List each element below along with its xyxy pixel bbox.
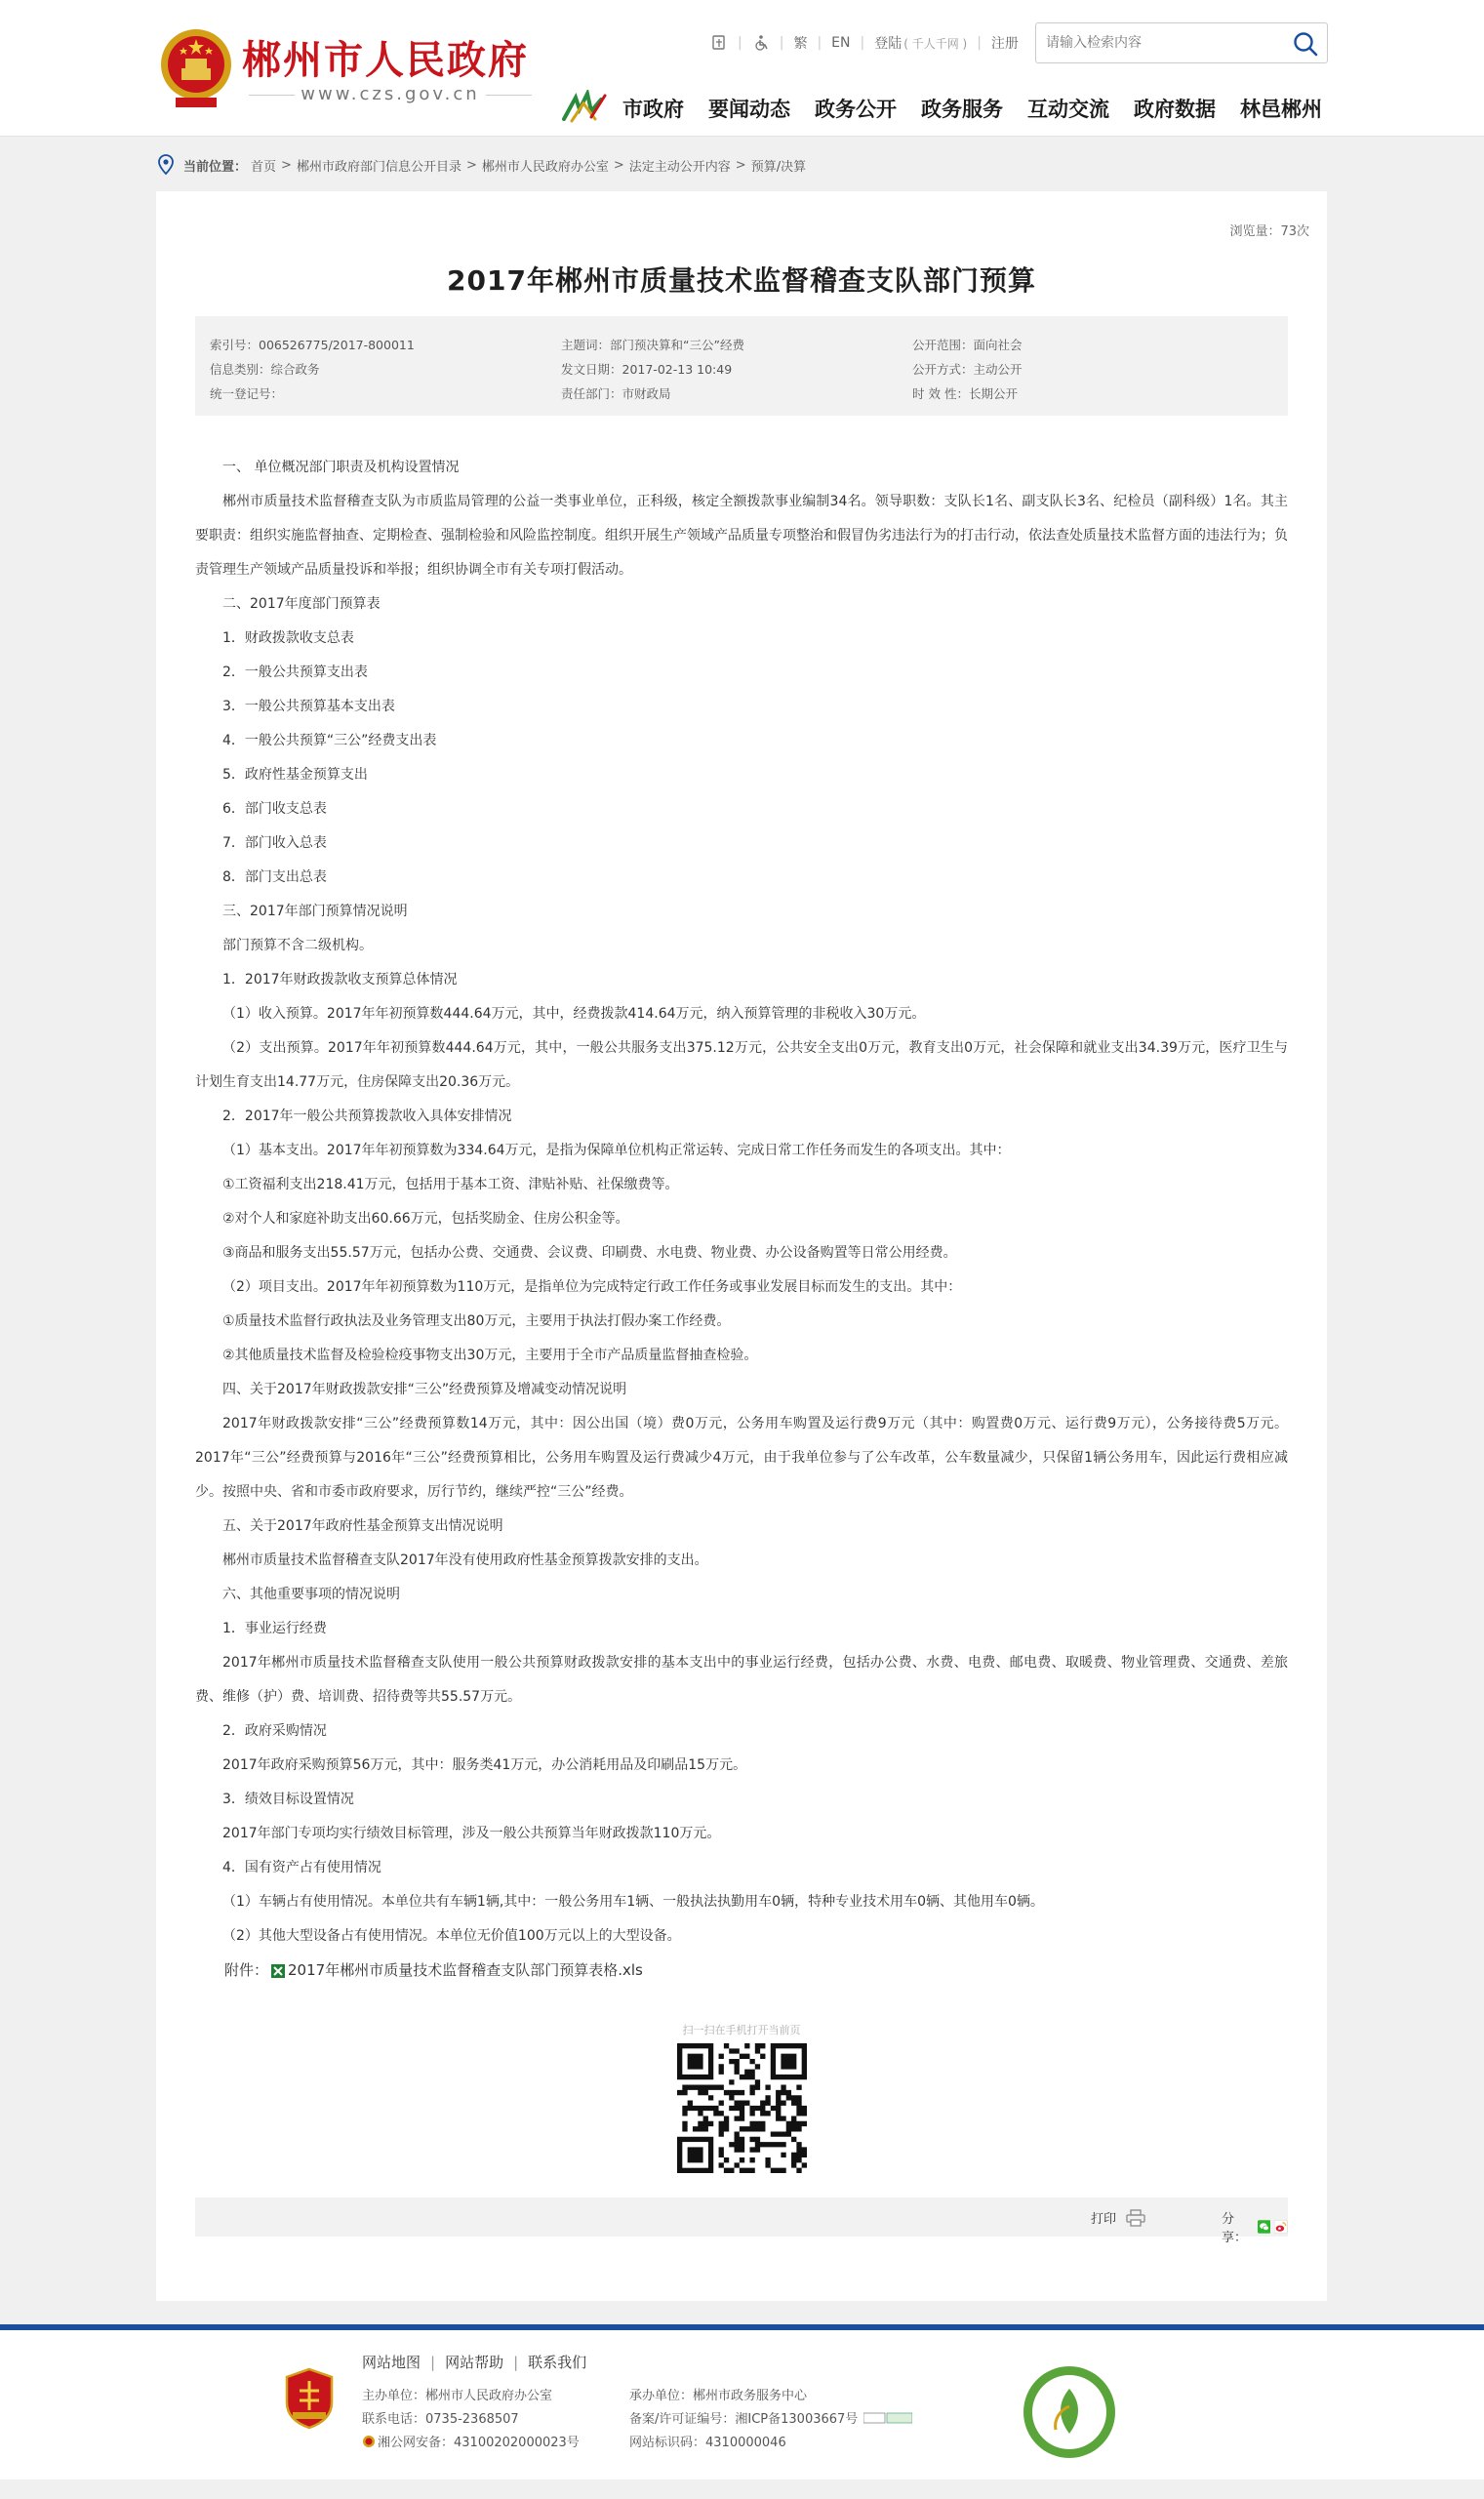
register-link[interactable]: 注册	[990, 36, 1019, 52]
city-logo-icon	[562, 90, 609, 123]
attachment-label: 附件：	[224, 1961, 269, 1979]
accessibility-icon	[710, 34, 728, 52]
meta-validity: 时 效 性：长期公开	[912, 386, 1018, 401]
nav-interaction[interactable]: 互动交流	[1027, 98, 1109, 121]
footer-host: 主办单位：郴州市人民政府办公室	[362, 2389, 553, 2403]
national-emblem-icon	[158, 25, 234, 111]
paragraph: 2017年财政拨款安排“三公”经费预算数14万元，其中：因公出国（境）费0万元，公务用车购置及运行费9万元（其中：购置费0万元、运行费9万元），公务接待费5万元。2017年“三公”经费预算与2016年“三公”经费预算相比，公务用车购置及运行费减少4万元，由于我单位参与了公车改革，公车数量减少，只保留1辆公务用车，因此运行费相应减少。按照中央、省和市委市政府要求，厉行节约，继续严控“三公”经费。	[195, 1416, 1288, 1500]
paragraph: 6．部门收支总表	[222, 801, 327, 817]
paragraph: 2017年部门专项均实行绩效目标管理，涉及一般公共预算当年财政拨款110万元。	[222, 1826, 721, 1841]
paragraph: 2017年政府采购预算56万元，其中：服务类41万元，办公消耗用品及印刷品15万元。	[222, 1757, 747, 1773]
paragraph: 2．一般公共预算支出表	[222, 665, 368, 680]
search-box	[1035, 22, 1328, 63]
wheelchair-icon	[752, 34, 770, 52]
english-link[interactable]: EN	[831, 35, 851, 51]
meta-date: 发文日期：2017-02-13 10:49	[561, 362, 733, 377]
paragraph: ②其他质量技术监督及检验检疫事物支出30万元，主要用于全市产品质量监督抽查检验。	[222, 1348, 758, 1363]
printer-icon	[1126, 2209, 1145, 2227]
footer-site-code: 网站标识码：4310000046	[629, 2436, 786, 2450]
paragraph: 1．财政拨款收支总表	[222, 630, 354, 646]
location-pin-icon	[156, 154, 176, 176]
paragraph: 部门预算不含二级机构。	[222, 938, 373, 953]
qr-code-icon	[677, 2043, 807, 2173]
share-group	[1222, 2208, 1288, 2245]
nav-news[interactable]: 要闻动态	[708, 98, 790, 121]
breadcrumb-office[interactable]: 郴州市人民政府办公室	[481, 159, 609, 175]
meta-subject: 主题词：部门预决算和“三公”经费	[561, 338, 744, 352]
nav-gov-affairs-public[interactable]: 政务公开	[815, 98, 897, 121]
footer-police[interactable]: 湘公网安备：43100202000023号	[378, 2436, 580, 2450]
top-links: | | 繁 | EN | 登陆 ( 千人千网 ) | 注册	[704, 33, 1024, 53]
meta-dept: 责任部门：市财政局	[561, 386, 671, 401]
accessibility-toggle[interactable]	[710, 34, 728, 52]
breadcrumb: 当前位置： 首页 > 郴州市政府部门信息公开目录 > 郴州市人民政府办公室 > 法定主动公开内容 > 预算/决算	[156, 154, 806, 176]
paragraph: 郴州市质量技术监督稽查支队为市质监局管理的公益一类事业单位，正科级，核定全额拨款事业编制34名。领导职数：支队长1名、副支队长3名、纪检员（副科级）1名。其主要职责：组织实施监督抽查、定期检查、强制检验和风险监控制度。组织开展生产领域产品质量专项整治和假冒伪劣违法行为的打击行动，依法查处质量技术监督方面的违法行为；负责管理生产领域产品质量投诉和举报；组织协调全市有关专项打假活动。	[195, 494, 1288, 578]
paragraph: 三、2017年部门预算情况说明	[222, 904, 408, 919]
search-input[interactable]	[1036, 23, 1270, 62]
paragraph: 4．国有资产占有使用情况	[222, 1860, 381, 1875]
wechat-icon[interactable]	[1258, 2219, 1271, 2235]
elder-mode-toggle[interactable]	[752, 34, 770, 52]
nav-city-government[interactable]: 市政府	[622, 98, 684, 121]
paragraph: 五、关于2017年政府性基金预算支出情况说明	[222, 1518, 503, 1534]
civilized-city-badge-icon[interactable]	[1021, 2363, 1118, 2461]
nav-gov-data[interactable]: 政府数据	[1134, 98, 1216, 121]
article-meta	[195, 316, 1288, 416]
article-card	[156, 191, 1327, 2301]
footer-icp-row	[629, 2408, 912, 2427]
print-label: 打印	[1091, 2212, 1117, 2227]
party-gov-badge-icon[interactable]	[283, 2367, 336, 2430]
paragraph: 5．政府性基金预算支出	[222, 767, 368, 783]
breadcrumb-directory[interactable]: 郴州市政府部门信息公开目录	[296, 159, 461, 175]
paragraph: ①质量技术监督行政执法及业务管理支出80万元，主要用于执法打假办案工作经费。	[222, 1313, 731, 1329]
footer-icp[interactable]: 备案/许可证编号：湘ICP备13003667号	[629, 2412, 859, 2427]
site-header	[0, 0, 1484, 137]
footer-sitemap-link[interactable]: 网站地图	[362, 2354, 421, 2371]
paragraph: （2）项目支出。2017年年初预算数为110万元，是指单位为完成特定行政工作任务或事业发展目标而发生的支出。其中：	[222, 1279, 962, 1295]
weibo-icon[interactable]	[1274, 2219, 1288, 2235]
footer-contact-link[interactable]: 联系我们	[528, 2354, 587, 2371]
paragraph: 四、关于2017年财政拨款安排“三公”经费预算及增减变动情况说明	[222, 1382, 627, 1397]
attachment-link[interactable]: 2017年郴州市质量技术监督稽查支队部门预算表格.xls	[288, 1961, 643, 1979]
police-badge-icon	[362, 2435, 376, 2448]
attachment-row	[224, 1954, 1288, 1988]
paragraph: 4．一般公共预算“三公”经费支出表	[222, 733, 437, 748]
paragraph: 3．一般公共预算基本支出表	[222, 699, 395, 714]
footer-undertaker: 承办单位：郴州市政务服务中心	[629, 2389, 808, 2403]
paragraph: （1）收入预算。2017年年初预算数444.64万元，其中，经费拨款414.64万元，纳入预算管理的非税收入30万元。	[222, 1006, 926, 1022]
share-bar	[195, 2197, 1288, 2245]
paragraph: （2）其他大型设备占有使用情况。本单位无价值100万元以上的大型设备。	[222, 1928, 681, 1944]
meta-uid: 统一登记号：	[210, 386, 284, 401]
paragraph: 2．政府采购情况	[222, 1723, 327, 1739]
nav-linyi-chenzhou[interactable]: 林邑郴州	[1240, 98, 1322, 121]
meta-index-no: 索引号：006526775/2017-800011	[210, 338, 415, 352]
paragraph: 二、2017年度部门预算表	[222, 596, 381, 612]
cnnic-badge-icon	[863, 2412, 912, 2424]
meta-scope: 公开范围：面向社会	[912, 338, 1023, 352]
paragraph: 8．部门支出总表	[222, 869, 327, 885]
qr-section	[156, 2022, 1327, 2173]
bottom-strip	[0, 2479, 1484, 2499]
paragraph: 郴州市质量技术监督稽查支队2017年没有使用政府性基金预算拨款安排的支出。	[222, 1552, 708, 1568]
footer-police-row	[362, 2432, 580, 2450]
paragraph: ②对个人和家庭补助支出60.66万元，包括奖励金、住房公积金等。	[222, 1211, 629, 1227]
excel-file-icon	[270, 1963, 286, 1979]
main-nav	[622, 94, 1346, 123]
footer-phone: 联系电话：0735-2368507	[362, 2412, 519, 2427]
qr-label: 扫一扫在手机打开当前页	[682, 2024, 801, 2036]
site-footer	[0, 2330, 1484, 2479]
paragraph: ③商品和服务支出55.57万元，包括办公费、交通费、会议费、印刷费、水电费、物业费、办公设备购置等日常公用经费。	[222, 1245, 957, 1261]
site-domain: www.czs.gov.cn	[249, 84, 532, 104]
print-button[interactable]	[1091, 2208, 1145, 2227]
share-label: 分享：	[1222, 2212, 1248, 2245]
paragraph: （1）车辆占有使用情况。本单位共有车辆1辆,其中：一般公务用车1辆、一般执法执勤用车0辆，特种专业技术用车0辆、其他用车0辆。	[222, 1894, 1044, 1910]
paragraph: 1．2017年财政拨款收支预算总体情况	[222, 972, 458, 988]
article-title: 2017年郴州市质量技术监督稽查支队部门预算	[447, 264, 1036, 297]
paragraph: 7．部门收入总表	[222, 835, 327, 851]
footer-help-link[interactable]: 网站帮助	[445, 2354, 504, 2371]
paragraph: （2）支出预算。2017年年初预算数444.64万元，其中，一般公共服务支出375.12万元，公共安全支出0万元，教育支出0万元，社会保障和就业支出34.39万元，医疗卫生与计划生育支出14.77万元，住房保障支出20.36万元。	[195, 1040, 1288, 1090]
paragraph: 3．绩效目标设置情况	[222, 1792, 354, 1807]
meta-method: 公开方式：主动公开	[912, 362, 1023, 377]
article-body	[195, 451, 1288, 1988]
view-count: 浏览量：73次	[1229, 224, 1309, 239]
breadcrumb-home[interactable]: 首页	[251, 159, 277, 175]
paragraph: 六、其他重要事项的情况说明	[222, 1587, 400, 1602]
search-icon[interactable]	[1292, 30, 1319, 58]
paragraph: 1．事业运行经费	[222, 1621, 327, 1636]
site-name[interactable]: 郴州市人民政府	[242, 37, 529, 83]
paragraph: （1）基本支出。2017年年初预算数为334.64万元，是指为保障单位机构正常运转、完成日常工作任务而发生的各项支出。其中：	[222, 1143, 1011, 1158]
paragraph: ①工资福利支出218.41万元，包括用于基本工资、津贴补贴、社保缴费等。	[222, 1177, 679, 1192]
breadcrumb-statutory[interactable]: 法定主动公开内容	[628, 159, 731, 175]
paragraph: 2．2017年一般公共预算拨款收入具体安排情况	[222, 1108, 512, 1124]
footer-links: 网站地图 | 网站帮助 | 联系我们	[362, 2354, 587, 2371]
paragraph: 一、 单位概况部门职责及机构设置情况	[222, 460, 460, 475]
breadcrumb-budget[interactable]: 预算/决算	[750, 159, 807, 175]
traditional-chinese-link[interactable]: 繁	[793, 36, 808, 52]
breadcrumb-label: 当前位置：	[183, 159, 248, 175]
login-link[interactable]: 登陆 ( 千人千网 )	[874, 36, 968, 52]
paragraph: 2017年郴州市质量技术监督稽查支队使用一般公共预算财政拨款安排的基本支出中的事业运行经费，包括办公费、水费、电费、邮电费、取暖费、物业管理费、交通费、差旅费、维修（护）费、培训费、招待费等共55.57万元。	[195, 1655, 1288, 1705]
nav-gov-services[interactable]: 政务服务	[921, 98, 1003, 121]
meta-category: 信息类别：综合政务	[210, 362, 320, 377]
